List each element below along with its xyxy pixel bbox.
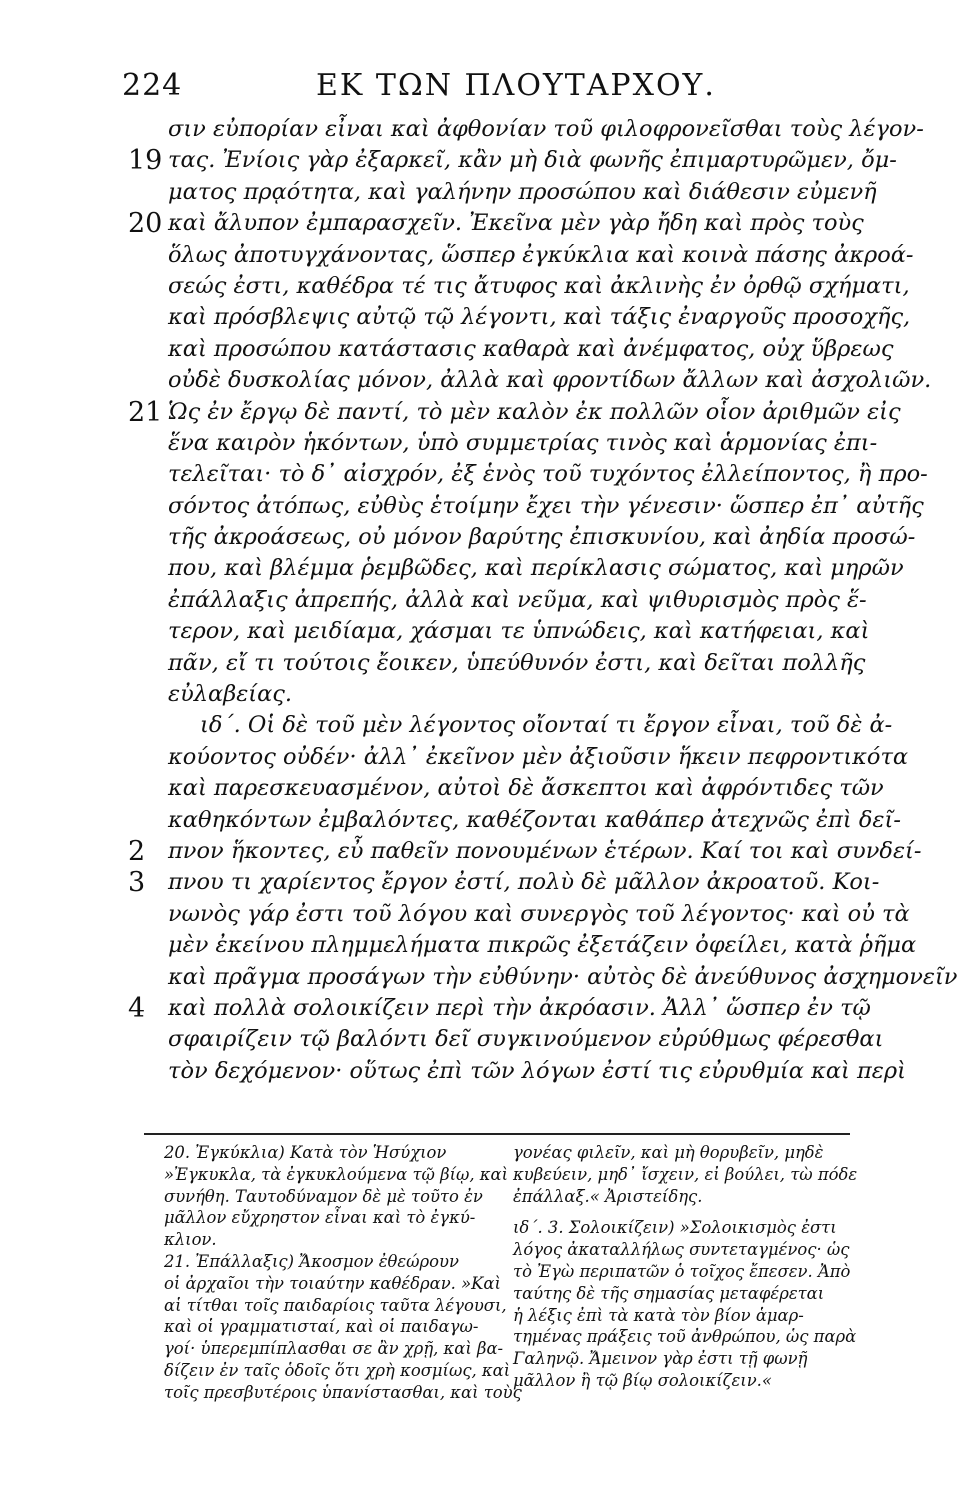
line-text: σεώς ἐστι, καθέδρα τέ τις ἄτυφος καὶ ἀκλινὴς ἐν ὀρθῷ σχήματι, (168, 272, 910, 299)
line-text: που, καὶ βλέμμα ῥεμβῶδες, καὶ περίκλασις σώματος, καὶ μηρῶν (168, 555, 904, 582)
text-line (0, 962, 957, 993)
text-line (0, 145, 897, 177)
text-line (0, 679, 869, 710)
line-text: τας. Ἐνίοις γὰρ ἐξαρκεῖ, κἂν μὴ διὰ φωνῆς ἐπιμαρτυρῶμεν, ὄμ- (168, 147, 897, 174)
text-line (0, 491, 924, 522)
footnote-line: λόγος ἀκαταλλήλως συντεταγμένος· ὡς (513, 1240, 850, 1260)
footnote-line: ταύτης δὲ τῆς σημασίας μεταφέρεται (513, 1283, 825, 1303)
line-text: καὶ προσώπου κατάστασις καθαρὰ καὶ ἀνέμφατος, οὐχ ὕβρεως (168, 335, 894, 362)
footnote-line: τοῖς πρεσβυτέροις ὑπανίστασθαι, καὶ τοὺς (164, 1382, 522, 1402)
text-line (0, 867, 880, 899)
footnote-line: κλιον. (164, 1230, 217, 1250)
footnotes-right-column (513, 1142, 858, 1392)
footnote-line: ἡ λέξις ἐπὶ τὰ κατὰ τὸν βίον ἁμαρ- (513, 1305, 804, 1325)
text-line (0, 835, 922, 867)
line-text: καὶ πρόσβλεψις αὐτῷ τῷ λέγοντι, καὶ τάξις ἐναργοῦς προσοχῆς, (168, 304, 911, 331)
line-text: ιδ΄. Οἱ δὲ τοῦ μὲν λέγοντος οἴονταί τι ἔργον εἶναι, τοῦ δὲ ἀ- (200, 712, 893, 739)
line-text: σόντος ἀτόπως, εὐθὺς ἑτοίμην ἔχει τὴν γένεσιν· ὥσπερ ἐπ᾽ αὐτῆς (168, 492, 924, 519)
line-text: νωνὸς γάρ ἐστι τοῦ λόγου καὶ συνεργὸς τοῦ λέγοντος· καὶ οὐ τὰ (168, 900, 910, 927)
text-line (0, 522, 916, 553)
margin-line-number: 21 (128, 396, 163, 428)
footnote-line: Γαληνῷ. Ἄμεινον γὰρ ἐστι τῇ φωνῇ (513, 1349, 808, 1369)
text-line (0, 773, 884, 804)
footnote-line: μᾶλλον ἢ τῷ βίῳ σολοικίζειν.« (513, 1370, 772, 1390)
line-text: ματος πρᾳότητα, καὶ γαλήνην προσώπου καὶ διάθεσιν εὐμενῆ (168, 178, 877, 205)
text-line (0, 993, 869, 1024)
footnote-line: τημένας πράξεις τοῦ ἀνθρώπου, ὡς παρὰ (513, 1327, 857, 1347)
text-line (0, 742, 909, 773)
text-line (0, 177, 877, 208)
page-header (0, 66, 869, 110)
text-line (0, 710, 893, 741)
text-line (0, 240, 914, 271)
footnote-line: γοί· ὑπερεμπίπλασθαι σε ἂν χρῇ, καὶ βα- (164, 1339, 504, 1359)
line-text: εὐλαβείας. (168, 681, 293, 708)
footnote-line: δίζειν ἐν ταῖς ὁδοῖς ὅτι χρὴ κοσμίως, καὶ (164, 1360, 511, 1380)
footnote-line: καὶ οἱ γραμματισταί, καὶ οἱ παιδαγω- (164, 1317, 479, 1337)
text-line (0, 208, 869, 239)
text-line (0, 553, 904, 584)
main-text (0, 114, 957, 1087)
line-text: σιν εὐπορίαν εἶναι καὶ ἀφθονίαν τοῦ φιλοφρονεῖσθαι τοὺς λέγον- (168, 116, 924, 142)
text-line (0, 459, 928, 490)
footnote-line: οἱ ἀρχαῖοι τὴν τοιαύτην καθέδραν. »Καὶ (164, 1273, 501, 1293)
line-text: σφαιρίζειν τῷ βαλόντι δεῖ συγκινούμενον εὐρύθμως φέρεσθαι (168, 1026, 884, 1053)
line-text: τερον, καὶ μειδίαμα, χάσμαι τε ὑπνώδεις, καὶ κατήφειαι, καὶ (168, 618, 870, 645)
footnote-line: κυβεύειν, μηδ᾽ ἴσχειν, εἰ βούλει, τὼ πόδε (513, 1164, 858, 1184)
footnote-line: ἐπάλλαξ.« Ἀριστείδης. (513, 1186, 703, 1206)
text-line (0, 805, 901, 836)
page-number: 224 (122, 68, 183, 103)
line-text: μὲν ἐκείνου πλημμελήματα πικρῶς ἐξετάζειν ὀφείλει, κατὰ ῥῆμα (168, 932, 917, 959)
line-text: πνου τι χαρίεντος ἔργον ἐστί, πολὺ δὲ μᾶλλον ἀκροατοῦ. Κοι- (168, 869, 880, 896)
margin-line-number: 4 (128, 992, 146, 1024)
footnote-line: συνήθη. Ταυτοδύναμον δὲ μὲ τοῦτο ἐν (164, 1186, 483, 1206)
line-text: τελεῖται· τὸ δ᾽ αἰσχρόν, ἐξ ἑνὸς τοῦ τυχόντος ἐλλείποντος, ἢ προ- (168, 461, 928, 488)
margin-line-number: 20 (128, 208, 163, 240)
footnote-rule (144, 1133, 850, 1135)
text-line (0, 428, 878, 459)
footnote-line: αἱ τίτθαι τοῖς παιδαρίοις ταῦτα λέγουσι, (164, 1295, 507, 1315)
footnotes-left-column (164, 1142, 522, 1404)
footnote-line: 20. Ἐγκύκλια) Κατὰ τὸν Ἡσύχιον (164, 1143, 447, 1162)
text-line (0, 271, 910, 302)
text-line (0, 930, 917, 961)
text-line (0, 114, 924, 145)
margin-line-number: 3 (128, 867, 146, 899)
text-line (0, 585, 869, 616)
text-line (0, 365, 932, 396)
line-text: ἕνα καιρὸν ἡκόντων, ὑπὸ συμμετρίας τινὸς καὶ ἁρμονίας ἐπι- (168, 429, 878, 456)
footnote-line: τὸ Ἐγὼ περιπατῶν ὁ τοῖχος ἔπεσεν. Ἀπὸ (513, 1261, 851, 1281)
line-text: τῆς ἀκροάσεως, οὐ μόνον βαρύτης ἐπισκυνίου, καὶ ἀηδία προσώ- (168, 524, 916, 551)
running-title: ΕΚ ΤΩΝ ΠΛΟΥΤΑΡΧΟΥ. (316, 68, 716, 103)
footnote-gap (513, 1207, 853, 1217)
footnote-line: »Ἐγκυκλα, τὰ ἐγκυκλούμενα τῷ βίῳ, καὶ (164, 1164, 509, 1184)
text-line (0, 334, 894, 365)
line-text: καὶ ἄλυπον ἐμπαρασχεῖν. Ἐκεῖνα μὲν γὰρ ἤδη καὶ πρὸς τοὺς (168, 210, 864, 237)
line-text: καθηκόντων ἐμβαλόντες, καθέζονται καθάπερ ἀτεχνῶς ἐπὶ δεῖ- (168, 806, 901, 833)
footnote-line: μᾶλλον εὔχρηστον εἶναι καὶ τὸ ἐγκύ- (164, 1208, 476, 1228)
line-text: ὅλως ἀποτυγχάνοντας, ὥσπερ ἐγκύκλια καὶ κοινὰ πάσης ἀκροά- (168, 241, 914, 268)
text-line (0, 648, 869, 679)
text-line (0, 1056, 906, 1087)
text-line (0, 302, 911, 333)
line-text: τὸν δεχόμενον· οὕτως ἐπὶ τῶν λόγων ἐστί τις εὐρυθμία καὶ περὶ (168, 1057, 906, 1084)
line-text: ἐπάλλαξις ἀπρεπής, ἀλλὰ καὶ νεῦμα, καὶ ψιθυρισμὸς πρὸς ἕ- (168, 586, 867, 613)
text-line (0, 396, 901, 428)
line-text: πᾶν, εἴ τι τούτοις ἔοικεν, ὑπεύθυνόν ἐστι, καὶ δεῖται πολλῆς (168, 649, 866, 676)
text-line (0, 899, 910, 930)
text-line (0, 616, 869, 647)
line-text: κούοντος οὐδέν· ἀλλ᾽ ἐκεῖνον μὲν ἀξιοῦσιν ἥκειν πεφροντικότα (168, 743, 909, 770)
line-text: Ὡς ἐν ἔργῳ δὲ παντί, τὸ μὲν καλὸν ἐκ πολλῶν οἷον ἀριθμῶν εἰς (168, 398, 901, 425)
margin-line-number: 2 (128, 835, 146, 867)
footnote-line: ιδ΄. 3. Σολοικίζειν) »Σολοικισμὸς ἐστι (513, 1218, 837, 1238)
line-text: πνον ἥκοντες, εὖ παθεῖν πονουμένων ἑτέρων. Καί τοι καὶ συνδεί- (168, 837, 922, 864)
text-line (0, 1024, 884, 1055)
line-text: καὶ παρεσκευασμένον, αὐτοὶ δὲ ἄσκεπτοι καὶ ἀφρόντιδες τῶν (168, 775, 884, 802)
margin-line-number: 19 (128, 145, 163, 177)
line-text: οὐδὲ δυσκολίας μόνον, ἀλλὰ καὶ φροντίδων ἄλλων καὶ ἀσχολιῶν. (168, 367, 932, 394)
line-text: καὶ πολλὰ σολοικίζειν περὶ τὴν ἀκρόασιν. Ἀλλ᾽ ὥσπερ ἐν τῷ (168, 994, 871, 1021)
line-text: καὶ πρᾶγμα προσάγων τὴν εὐθύνην· αὐτὸς δὲ ἀνεύθυνος ἀσχημονεῖν (168, 963, 957, 990)
footnote-line: γονέας φιλεῖν, καὶ μὴ θορυβεῖν, μηδὲ (513, 1143, 824, 1162)
footnote-line: 21. Ἐπάλλαξις) Ἄκοσμον ἐθεώρουν (164, 1251, 459, 1271)
